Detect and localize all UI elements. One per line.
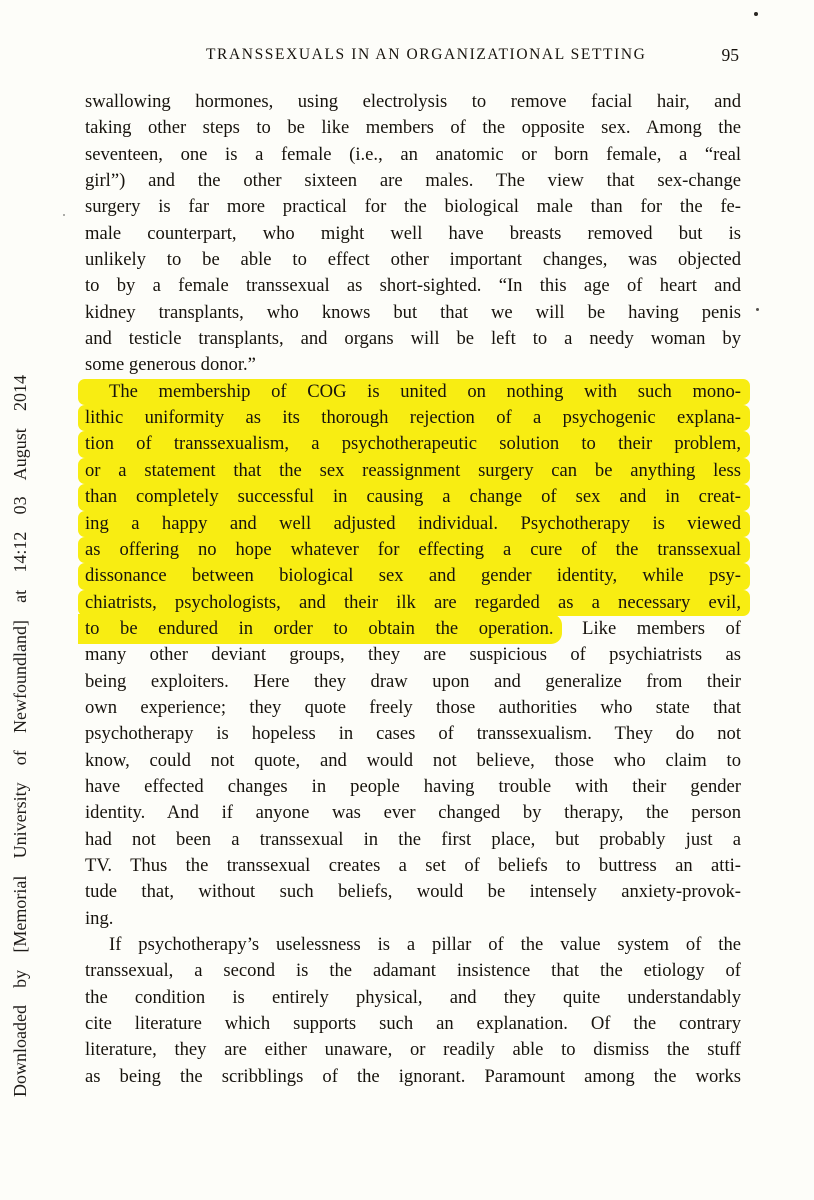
text-line [85,906,741,932]
text-segment: psychotherapy is hopeless in cases of transsexualism. They do not [85,723,741,745]
highlighted-text-line [78,431,750,457]
text-segment: surgery is far more practical for the biological male than for the fe- [85,196,741,218]
highlighted-text: to be endured in order to obtain the operation. [78,614,562,644]
text-segment: identity. And if anyone was ever changed by therapy, the person [85,802,741,824]
text-segment: and testicle transplants, and organs will be left to a needy woman by [85,328,741,350]
text-line [85,695,741,721]
text-segment: as being the scribblings of the ignorant. Paramount among the works [85,1065,741,1087]
highlighted-text-line [78,537,750,563]
text-segment: as offering no hope whatever for effecting a cure of the transsexual [85,538,741,560]
text-segment: kidney transplants, who knows but that we will be having penis [85,301,741,323]
text-column [85,89,741,1090]
text-segment: ing a happy and well adjusted individual. Psychotherapy is viewed [85,512,741,534]
text-segment: had not been a transsexual in the first place, but probably just a [85,828,741,850]
text-segment: or a statement that the sex reassignment surgery can be anything less [85,459,741,481]
text-line [85,1037,741,1063]
text-segment: cite literature which supports such an explanation. Of the contrary [85,1013,741,1035]
text-line [85,273,741,299]
text-segment: girl”) and the other sixteen are males. The view that sex-change [85,170,741,192]
highlighted-text-line [78,379,750,405]
text-line [85,827,741,853]
text-segment: dissonance between biological sex and gender identity, while psy- [85,565,741,587]
scan-artifact-dot [756,308,759,311]
text-line [85,142,741,168]
highlighted-text-line [78,563,750,589]
text-segment: than completely successful in causing a change of sex and in creat- [85,486,741,508]
text-line [85,879,741,905]
text-line [85,985,741,1011]
text-line [85,774,741,800]
text-segment: tion of transsexualism, a psychotherapeutic solution to their problem, [85,433,741,455]
text-segment: unlikely to be able to effect other important changes, was objected [85,249,741,271]
text-segment: male counterpart, who might well have breasts removed but is [85,222,741,244]
text-line [85,642,741,668]
highlighted-text-line [78,511,750,537]
text-line [85,932,741,958]
text-segment: some generous donor.” [85,354,256,376]
text-line [85,300,741,326]
text-line [85,115,741,141]
text-segment: own experience; they quote freely those authorities who state that [85,696,741,718]
text-line [85,669,741,695]
text-segment: tude that, without such beliefs, would be intensely anxiety-provok- [85,881,741,903]
text-line [85,168,741,194]
highlighted-text-line [78,458,750,484]
text-segment: seventeen, one is a female (i.e., an anatomic or born female, a “real [85,143,741,165]
running-title: TRANSSEXUALS IN AN ORGANIZATIONAL SETTING [205,46,647,63]
text-line [85,326,741,352]
text-segment: taking other steps to be like members of the opposite sex. Among the [85,117,741,139]
scan-artifact-dot [63,214,65,216]
text-line [85,89,741,115]
text-line [85,853,741,879]
text-segment: have effected changes in people having trouble with their gender [85,775,741,797]
highlighted-text-line [78,590,750,616]
highlighted-text-line [78,405,750,431]
text-segment: know, could not quote, and would not believe, those who claim to [85,749,741,771]
text-segment: lithic uniformity as its thorough rejection of a psychogenic explana- [85,407,741,429]
text-segment: transsexual, a second is the adamant insistence that the etiology of [85,960,741,982]
text-segment: to by a female transsexual as short-sighted. “In this age of heart and [85,275,741,297]
highlighted-text-line [78,484,750,510]
download-watermark: Downloaded by [Memorial University of Newfoundland] at 14:12 03 August 2014 [10,375,30,1097]
text-segment: The membership of COG is united on nothing with such mono- [109,380,741,402]
text-segment: many other deviant groups, they are suspicious of psychiatrists as [85,644,741,666]
text-line [85,1011,741,1037]
text-segment: If psychotherapy’s uselessness is a pillar of the value system of the [109,934,741,955]
page-header [85,46,741,70]
text-line [85,721,741,747]
text-line [85,221,741,247]
text-segment: TV. Thus the transsexual creates a set of beliefs to buttress an atti- [85,854,741,876]
page-number: 95 [721,45,739,65]
text-segment: swallowing hormones, using electrolysis to remove facial hair, and [85,91,741,112]
text-segment: being exploiters. Here they draw upon and generalize from their [85,670,741,692]
text-line [85,1064,741,1090]
text-segment: Like members of [561,617,741,639]
text-segment: ing. [85,907,114,929]
scan-artifact-dot [754,12,758,16]
text-line [85,194,741,220]
text-segment: chiatrists, psychologists, and their ilk are regarded as a necessary evil, [85,591,741,613]
text-line [85,616,741,642]
text-segment: the condition is entirely physical, and they quite understandably [85,986,741,1008]
text-line [85,247,741,273]
text-line [85,958,741,984]
text-line [85,352,741,378]
text-segment: literature, they are either unaware, or readily able to dismiss the stuff [85,1039,741,1061]
text-line [85,800,741,826]
text-line [85,748,741,774]
